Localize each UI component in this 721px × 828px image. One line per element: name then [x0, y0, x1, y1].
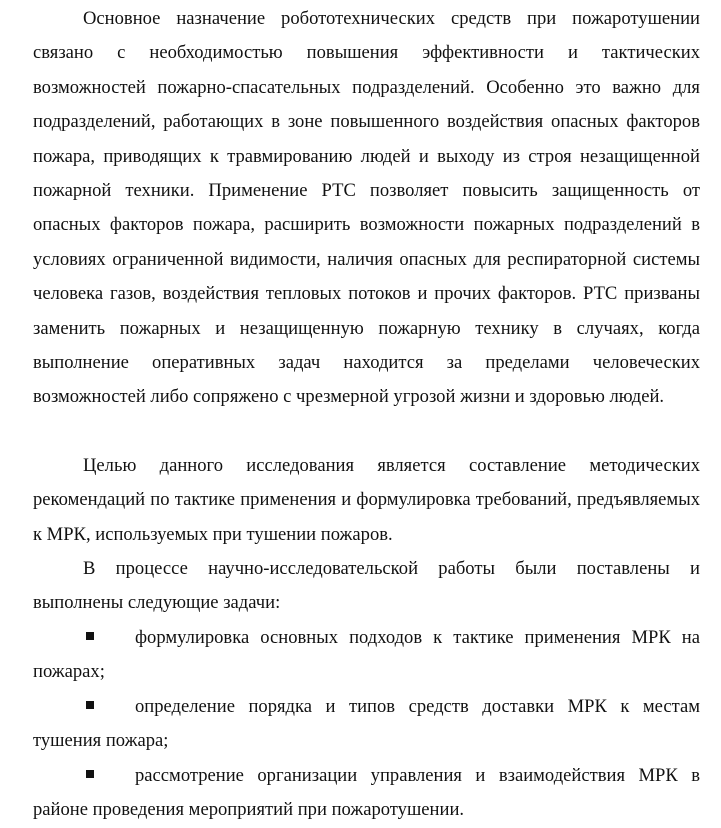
list-item-tactics: формулировка основных подходов к тактике применения МРК на пожарах; [33, 627, 700, 683]
paragraph-research-goal: Целью данного исследования является составление методических рекомендаций по тактике применения и формулировка требований, предъявляемых к МРК, используемых при тушении пожаров. [33, 455, 700, 545]
list-item-delivery: определение порядка и типов средств доставки МРК к местам тушения пожара; [33, 696, 700, 752]
list-item-management: рассмотрение организации управления и взаимодействия МРК в районе проведения мероприятий при пожаротушении. [33, 765, 700, 821]
paragraph-purpose: Основное назначение робототехнических средств при пожаротушении связано с необходимостью повышения эффективности и тактических возможностей пожарно-спасательных подразделений. Особенно это важно для подразделений, работающих в зоне повышенного воздействия опасных факторов пожара, приводящих к травмированию людей и выходу из строя незащищенной пожарной техники. Применение РТС позволяет повысить защищенность от опасных факторов пожара, расширить возможности пожарных подразделений в условиях ограниченной видимости, наличия опасных для респираторной системы человека газов, воздействия тепловых потоков и прочих факторов. РТС призваны заменить пожарных и незащищенную пожарную технику в случаях, когда выполнение оперативных задач находится за пределами человеческих возможностей либо сопряжено с чрезмерной угрозой жизни и здоровью людей. [33, 8, 700, 408]
paragraph-research-tasks: В процессе научно-исследовательской работы были поставлены и выполнены следующие задачи: [33, 558, 700, 614]
